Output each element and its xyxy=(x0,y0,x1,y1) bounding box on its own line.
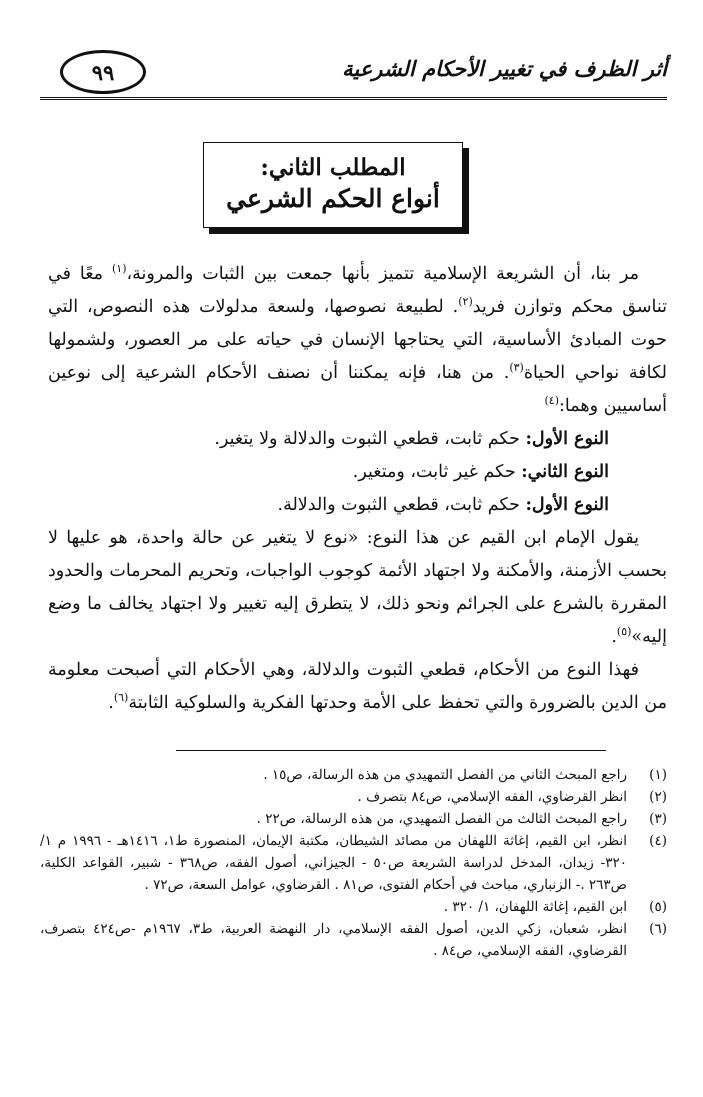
footnote-text: انظر، شعبان، زكي الدين، أصول الفقه الإسلامي، دار النهضة العربية، ط٣، ١٩٦٧م -ص٤٢٤ بتصرف، القرضاوي، الفقه الإسلامي، ص٨٤ . xyxy=(40,921,627,959)
footnote-ref: (٤) xyxy=(544,394,559,408)
footnote-number: (٣) xyxy=(649,811,667,827)
paragraph-intro xyxy=(48,258,667,423)
footnote-text: انظر القرضاوي، الفقه الإسلامي، ص٨٤ بتصرف . xyxy=(357,789,627,805)
text-span: معًا في تناسق محكم وتوازن فريد xyxy=(48,264,667,317)
footnotes xyxy=(40,764,667,962)
type-label: النوع الأول: xyxy=(525,429,609,449)
type-label: النوع الثاني: xyxy=(521,462,609,482)
paragraph-quote xyxy=(48,522,667,654)
section-title-line1: المطلب الثاني: xyxy=(260,154,406,181)
text-span: . xyxy=(611,627,617,647)
type-label: النوع الأول: xyxy=(525,495,609,515)
footnote-item xyxy=(40,808,667,830)
type-text: حكم غير ثابت، ومتغير. xyxy=(352,462,522,482)
text-span: . من هنا، فإنه يمكننا أن نصنف الأحكام الشرعية إلى نوعين أساسيين وهما: xyxy=(48,363,667,416)
footnote-ref: (٢) xyxy=(458,295,473,309)
text-span: . لطبيعة نصوصها، ولسعة مدلولات هذه النصوص، التي حوت المبادئ الأساسية، التي يحتاجها الإنسان في حياته على مر العصور، ولشمولها لكافة نواحي الحياة xyxy=(48,297,667,383)
section-title-line2: أنواع الحكم الشرعي xyxy=(226,184,440,213)
type-item xyxy=(48,423,667,456)
footnote-item xyxy=(40,896,667,918)
footnote-number: (٦) xyxy=(649,921,667,937)
footnote-item xyxy=(40,764,667,786)
footnote-ref: (٥) xyxy=(616,625,632,639)
running-header-title: أثر الظرف في تغيير الأحكام الشرعية xyxy=(342,56,667,81)
page-number-oval xyxy=(60,50,146,94)
body-text xyxy=(48,258,667,720)
section-title-box xyxy=(203,142,463,228)
footnote-text: ابن القيم، إغاثة اللهفان، ١/ ٣٢٠ . xyxy=(443,899,627,915)
footnote-text: راجع المبحث الثاني من الفصل التمهيدي من هذه الرسالة، ص١٥ . xyxy=(263,767,627,783)
type-text: حكم ثابت، قطعي الثبوت والدلالة ولا يتغير. xyxy=(214,429,526,449)
footnote-ref: (١) xyxy=(112,262,127,276)
footnote-number: (٥) xyxy=(649,899,667,915)
footnote-ref: (٣) xyxy=(509,361,524,375)
footnote-number: (١) xyxy=(649,767,667,783)
page-number: ٩٩ xyxy=(91,59,115,85)
text-span: فهذا النوع من الأحكام، قطعي الثبوت والدلالة، وهي الأحكام التي أصبحت معلومة من الدين بالضرورة والتي تحفظ على الأمة وحدتها الفكرية والسلوكية الثابتة xyxy=(48,660,667,713)
type-item xyxy=(48,489,667,522)
footnote-text: انظر، ابن القيم، إغاثة اللهفان من مصائد الشيطان، مكتبة الإيمان، المنصورة ط١، ١٤١٦هـ - ١٩٩٦ م ١/ ٣٢٠- زيدان، المدخل لدراسة الشريعة ص٥٠ - الجيزاني، أصول الفقه، ص٣٦٨ - شبير، القواعد الكلية، ص٢٦٣ .- الزنباري، مباحث في أحكام الفتوى، ص٨١ . القرضاوي، عوامل السعة، ص٧٢ . xyxy=(40,833,628,893)
footnote-divider xyxy=(176,750,606,751)
footnote-number: (٢) xyxy=(649,789,667,805)
footnote-item xyxy=(40,786,667,808)
text-span: يقول الإمام ابن القيم عن هذا النوع: «نوع لا يتغير عن حالة واحدة، هو عليها لا بحسب الأزمنة، والأمكنة ولا اجتهاد الأئمة كوجوب الواجبات، وتحريم المحرمات والحدود المقررة بالشرع على الجرائم ونحو ذلك، لا يتطرق إليه تغيير ولا اجتهاد يخالف ما وضع إليه» xyxy=(48,528,667,647)
footnote-ref: (٦) xyxy=(113,691,129,705)
text-span: مر بنا، أن الشريعة الإسلامية تتميز بأنها جمعت بين الثبات والمرونة، xyxy=(126,264,640,284)
footnote-item xyxy=(40,918,667,962)
header-divider xyxy=(40,97,667,100)
paragraph-conclusion xyxy=(48,654,667,720)
footnote-number: (٤) xyxy=(649,833,667,849)
type-item xyxy=(48,456,667,489)
footnote-item xyxy=(40,830,667,896)
type-text: حكم ثابت، قطعي الثبوت والدلالة. xyxy=(277,495,526,515)
text-span: . xyxy=(108,693,114,713)
footnote-text: راجع المبحث الثالث من الفصل التمهيدي، من هذه الرسالة، ص٢٢ . xyxy=(256,811,627,827)
